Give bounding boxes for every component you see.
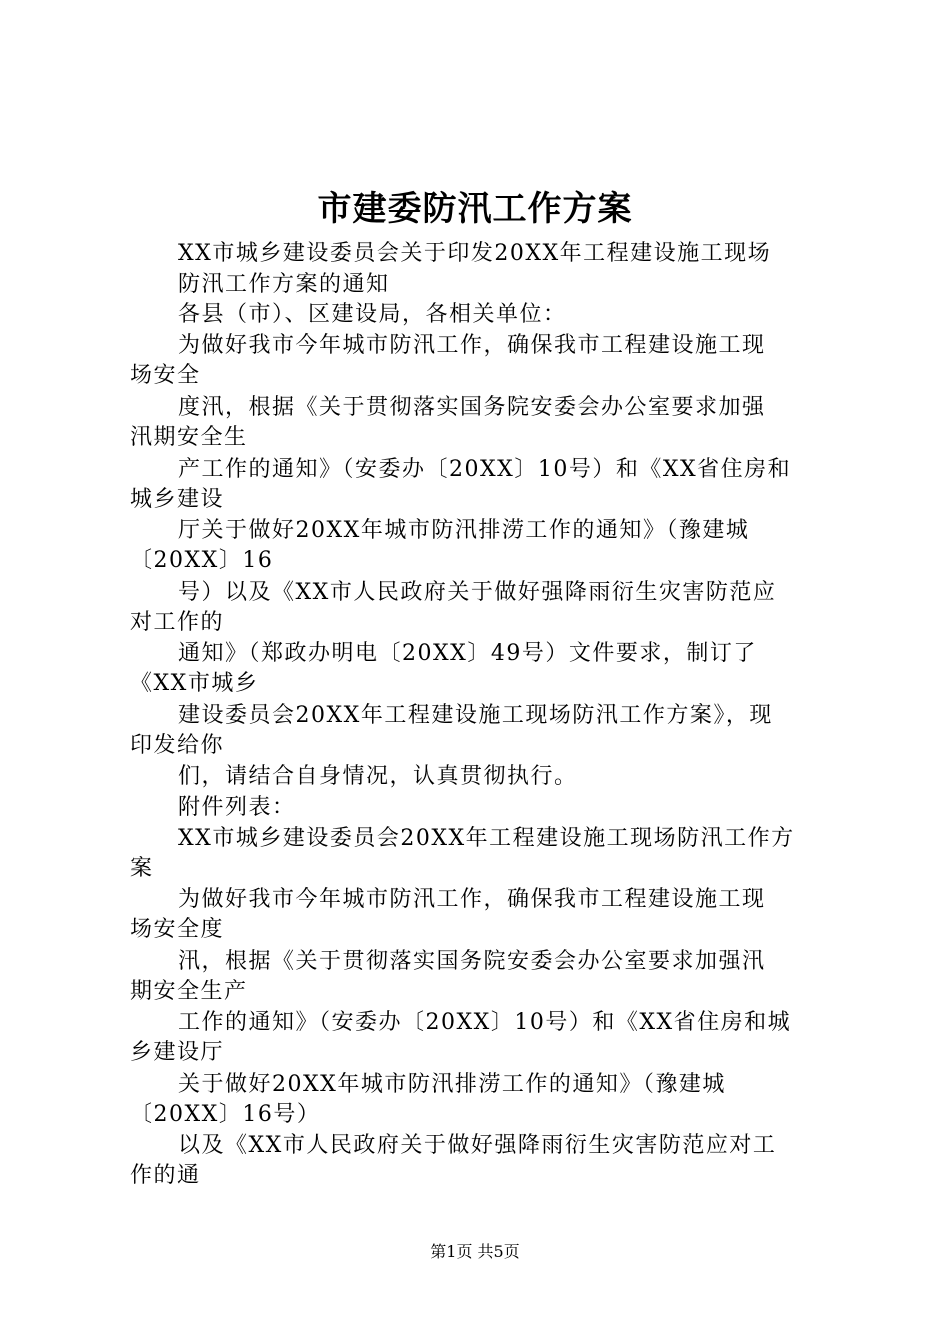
body-line: 为做好我市今年城市防汛工作，确保我市工程建设施工现 <box>178 887 766 912</box>
body-line: 汛期安全生 <box>130 425 248 450</box>
body-line: 通知》（郑政办明电〔20XX〕49号）文件要求，制订了 <box>178 641 757 666</box>
body-line: 场安全度 <box>130 917 225 942</box>
body-line: 《XX市城乡 <box>130 671 259 696</box>
body-line: 以及《XX市人民政府关于做好强降雨衍生灾害防范应对工 <box>178 1133 777 1158</box>
body-line: XX市城乡建设委员会20XX年工程建设施工现场防汛工作方 <box>178 826 795 851</box>
body-line: 厅关于做好20XX年城市防汛排涝工作的通知》（豫建城 <box>178 518 750 543</box>
body-line: 汛，根据《关于贯彻落实国务院安委会办公室要求加强汛 <box>178 949 766 974</box>
body-line: 度汛，根据《关于贯彻落实国务院安委会办公室要求加强 <box>178 395 766 420</box>
body-line: XX市城乡建设委员会关于印发20XX年工程建设施工现场 <box>178 241 772 266</box>
body-line: 关于做好20XX年城市防汛排涝工作的通知》（豫建城 <box>178 1072 726 1097</box>
body-line: 城乡建设 <box>130 487 225 512</box>
body-line: 建设委员会20XX年工程建设施工现场防汛工作方案》，现 <box>178 703 773 728</box>
body-line: 场安全 <box>130 363 201 388</box>
body-line: 为做好我市今年城市防汛工作，确保我市工程建设施工现 <box>178 333 766 358</box>
body-line: 案 <box>130 856 154 881</box>
body-line: 工作的通知》（安委办〔20XX〕10号）和《XX省住房和城 <box>178 1010 792 1035</box>
document-title: 市建委防汛工作方案 <box>317 189 633 229</box>
body-line: 期安全生产 <box>130 979 248 1004</box>
body-line: 附件列表： <box>178 795 296 820</box>
body-line: 〔20XX〕16 <box>130 548 274 573</box>
body-line: 防汛工作方案的通知 <box>178 272 390 297</box>
body-line: 作的通 <box>130 1163 201 1188</box>
page-number: 第1页 共5页 <box>430 1242 520 1261</box>
body-line: 们，请结合自身情况，认真贯彻执行。 <box>178 764 578 789</box>
body-line: 号）以及《XX市人民政府关于做好强降雨衍生灾害防范应 <box>178 580 777 605</box>
body-line: 各县（市）、区建设局，各相关单位： <box>178 302 567 327</box>
body-line: 对工作的 <box>130 610 225 635</box>
body-line: 印发给你 <box>130 733 225 758</box>
body-line: 〔20XX〕16号） <box>130 1102 321 1127</box>
body-line: 产工作的通知》（安委办〔20XX〕10号）和《XX省住房和 <box>178 457 792 482</box>
body-line: 乡建设厅 <box>130 1040 225 1065</box>
